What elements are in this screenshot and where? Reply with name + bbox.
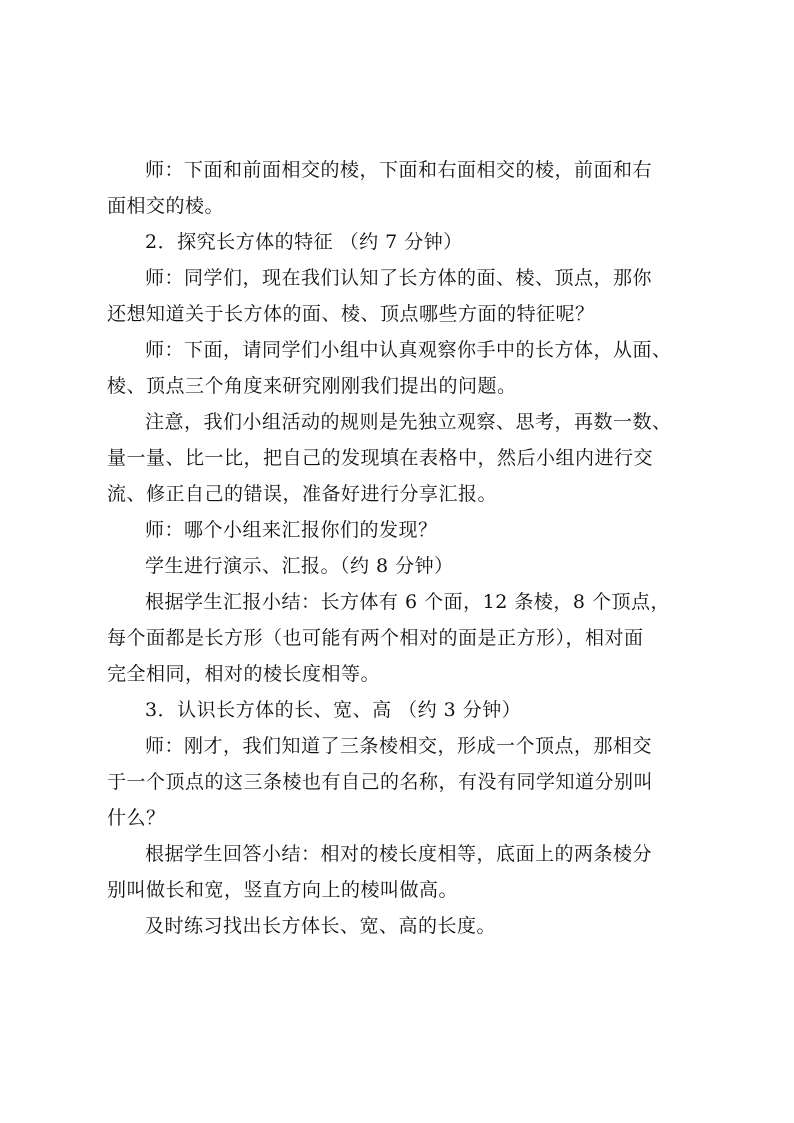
paragraph-teacher-report xyxy=(107,512,697,548)
paragraph-student-demo xyxy=(107,548,697,584)
section-heading-explore-features xyxy=(107,224,697,260)
text-line: 根据学生汇报小结：长方体有 6 个面，12 条棱，8 个顶点， xyxy=(145,591,671,613)
paragraph-teacher-edges xyxy=(107,152,697,224)
text-line: 3．认识长方体的长、宽、高 （约 3 分钟） xyxy=(145,699,522,721)
text-line: 2．探究长方体的特征 （约 7 分钟） xyxy=(145,231,463,253)
text-line: 师：哪个小组来汇报你们的发现？ xyxy=(145,519,438,541)
paragraph-practice xyxy=(107,908,697,944)
text-line: 还想知道关于长方体的面、棱、顶点哪些方面的特征呢？ xyxy=(107,303,595,325)
text-line: 师：下面，请同学们小组中认真观察你手中的长方体，从面、 xyxy=(145,339,672,361)
text-line: 于一个顶点的这三条棱也有自己的名称，有没有同学知道分别叫 xyxy=(107,771,654,793)
paragraph-teacher-question xyxy=(107,260,697,332)
text-line: 别叫做长和宽，竖直方向上的棱叫做高。 xyxy=(107,879,459,901)
text-line: 师：刚才，我们知道了三条棱相交，形成一个顶点，那相交 xyxy=(145,735,653,757)
text-line: 面相交的棱。 xyxy=(107,195,225,217)
text-line: 师：下面和前面相交的棱，下面和右面相交的棱，前面和右 xyxy=(145,159,653,181)
section-heading-length-width-height xyxy=(107,692,697,728)
text-line: 根据学生回答小结：相对的棱长度相等，底面上的两条棱分 xyxy=(145,843,653,865)
text-line: 学生进行演示、汇报。（约 8 分钟） xyxy=(145,555,454,577)
paragraph-summary-features xyxy=(107,584,697,692)
text-line: 师：同学们，现在我们认知了长方体的面、棱、顶点，那你 xyxy=(145,267,653,289)
text-line: 什么？ xyxy=(107,807,166,829)
paragraph-group-rules xyxy=(107,404,697,512)
text-line: 完全相同，相对的棱长度相等。 xyxy=(107,663,381,685)
text-line: 棱、顶点三个角度来研究刚刚我们提出的问题。 xyxy=(107,375,517,397)
text-line: 流、修正自己的错误，准备好进行分享汇报。 xyxy=(107,483,498,505)
paragraph-summary-names xyxy=(107,836,697,908)
paragraph-teacher-instruction xyxy=(107,332,697,404)
text-line: 注意，我们小组活动的规则是先独立观察、思考，再数一数、 xyxy=(145,411,672,433)
text-line: 及时练习找出长方体长、宽、高的长度。 xyxy=(145,915,497,937)
text-line: 量一量、比一比，把自己的发现填在表格中，然后小组内进行交 xyxy=(107,447,654,469)
text-line: 每个面都是长方形（也可能有两个相对的面是正方形），相对面 xyxy=(107,627,644,649)
paragraph-teacher-vertex-edges xyxy=(107,728,697,836)
